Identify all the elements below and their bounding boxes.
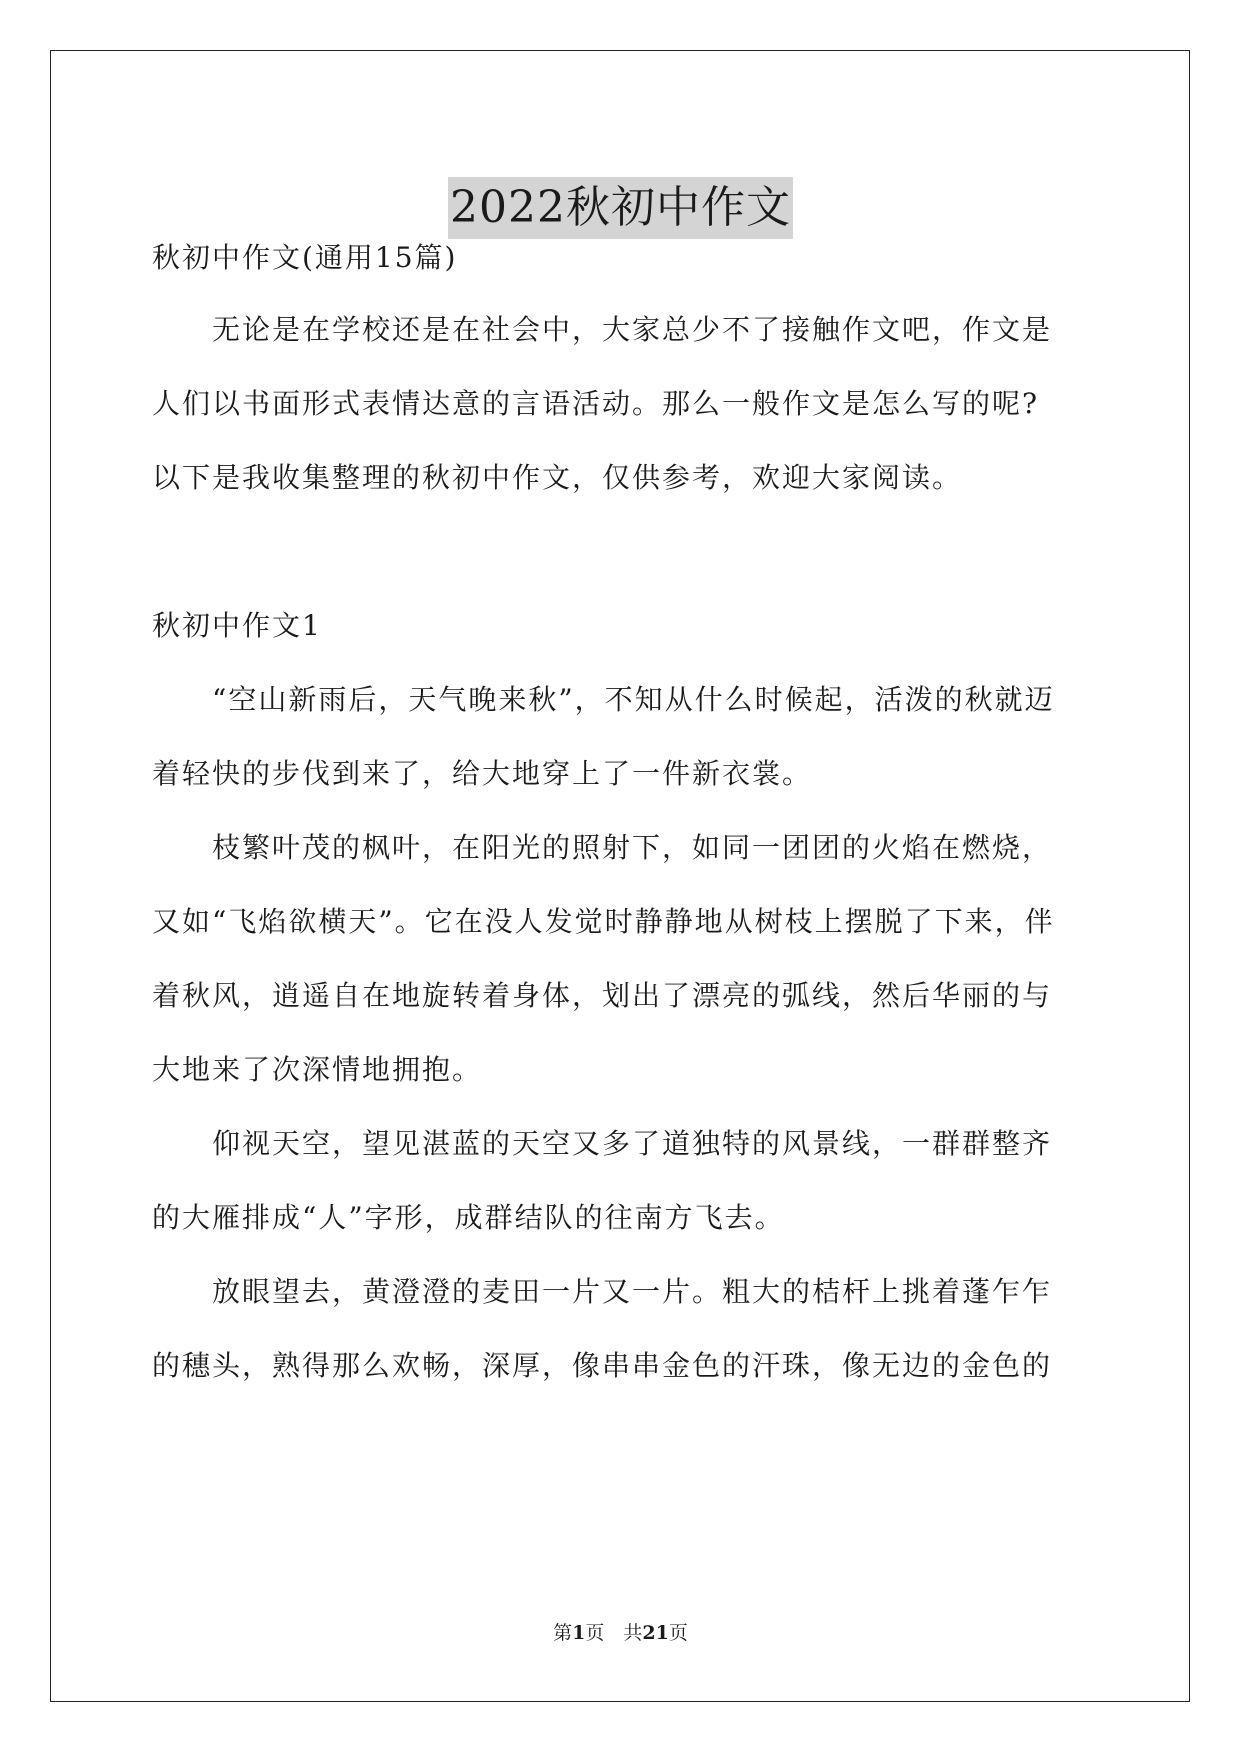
paragraph-line: 又如“飞焰欲横天”。它在没人发觉时静静地从树枝上摆脱了下来，伴 — [152, 905, 1055, 938]
paragraph-line: 以下是我收集整理的秋初中作文，仅供参考，欢迎大家阅读。 — [152, 461, 963, 494]
paragraph-line: 的穗头，熟得那么欢畅，深厚，像串串金色的汗珠，像无边的金色的 — [152, 1349, 1053, 1382]
section-heading: 秋初中作文1 — [152, 609, 322, 642]
footer-page-suffix: 页 — [668, 1622, 688, 1644]
paragraph-line: 着轻快的步伐到来了，给大地穿上了一件新衣裳。 — [152, 757, 813, 790]
footer-page-mid: 页 共 — [585, 1622, 643, 1644]
page-footer — [0, 1620, 1241, 1646]
paragraph-line: 着秋风，逍遥自在地旋转着身体，划出了漂亮的弧线，然后华丽的与 — [152, 979, 1053, 1012]
subtitle-line: 秋初中作文(通用15篇) — [152, 241, 458, 274]
paragraph-line: 仰视天空，望见湛蓝的天空又多了道独特的风景线，一群群整齐 — [152, 1127, 1053, 1160]
paragraph-line: 无论是在学校还是在社会中，大家总少不了接触作文吧，作文是 — [152, 313, 1053, 346]
paragraph-line: 人们以书面形式表情达意的言语活动。那么一般作文是怎么写的呢? — [152, 387, 1040, 420]
paragraph-line: 的大雁排成“人”字形，成群结队的往南方飞去。 — [152, 1201, 785, 1234]
paragraph-line: 枝繁叶茂的枫叶，在阳光的照射下，如同一团团的火焰在燃烧， — [152, 831, 1053, 864]
paragraph-line: “空山新雨后，天气晚来秋”，不知从什么时候起，活泼的秋就迈 — [152, 683, 1055, 716]
document-title: 2022秋初中作文 — [448, 177, 793, 239]
footer-total-pages: 21 — [642, 1622, 669, 1644]
paragraph-line: 大地来了次深情地拥抱。 — [152, 1053, 483, 1086]
paragraph-line: 放眼望去，黄澄澄的麦田一片又一片。粗大的桔杆上挑着蓬乍乍 — [152, 1275, 1053, 1308]
footer-page-prefix: 第 — [553, 1622, 573, 1644]
footer-page-number: 1 — [572, 1622, 586, 1644]
page-border — [50, 50, 1190, 1702]
